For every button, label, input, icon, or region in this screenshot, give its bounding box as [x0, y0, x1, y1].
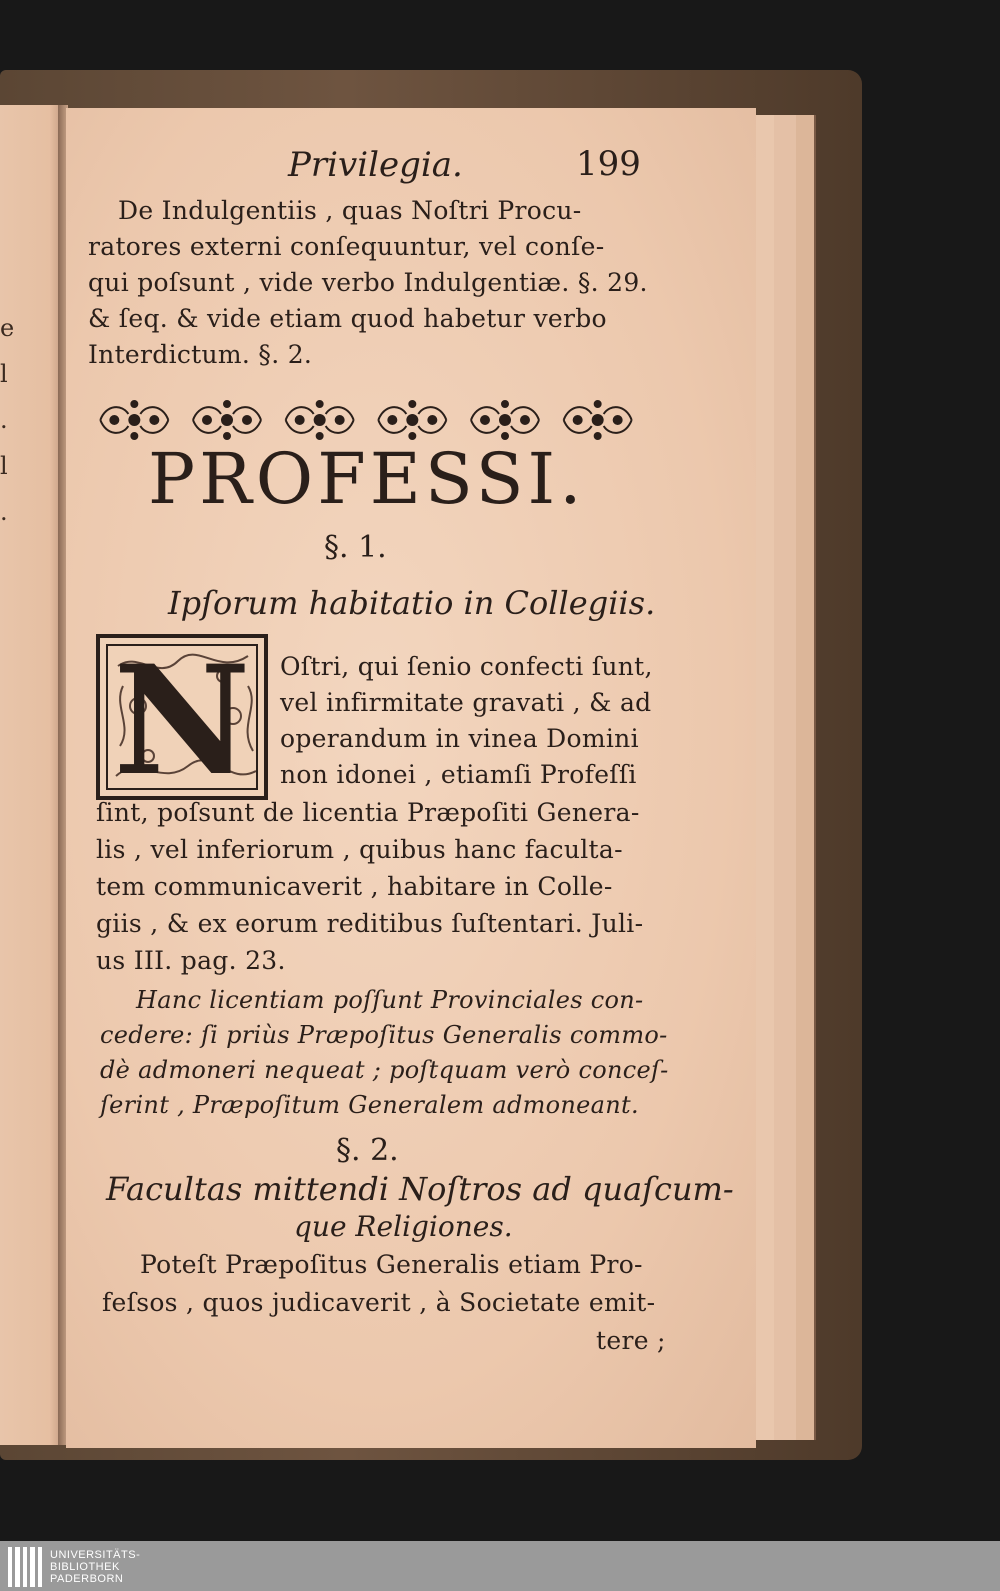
drop-cap-letter: N — [113, 644, 251, 790]
italic-note-line: dè admoneri nequeat ; poſtquam verò conceſ- — [100, 1056, 669, 1084]
page-edge — [796, 115, 816, 1440]
text-line: ſint, poſsunt de licentia Præpoſiti Genera- — [96, 798, 640, 827]
left-mark: l — [0, 452, 8, 480]
section-number: §. 1. — [324, 530, 387, 565]
ornament-piece — [471, 401, 539, 439]
text-line: non idonei , etiamſi Profeſſi — [280, 760, 637, 789]
logo-line: PADERBORN — [50, 1573, 124, 1585]
left-mark: l — [0, 360, 8, 388]
text-line: qui poſsunt , vide verbo Indulgentiæ. §. 29. — [88, 268, 648, 297]
logo-line: BIBLIOTHEK — [50, 1561, 120, 1573]
ornament-piece — [100, 401, 168, 439]
text-line: operandum in vinea Domini — [280, 724, 639, 753]
italic-note-line: cedere: ſi priùs Præpoſitus Generalis commo- — [100, 1021, 668, 1049]
section-heading: Ipſorum habitatio in Collegiis. — [168, 584, 656, 622]
page-number: 199 — [576, 144, 641, 184]
library-logo-text — [50, 1549, 140, 1585]
left-mark: . — [0, 498, 8, 526]
text-line: De Indulgentiis , quas Noſtri Procu- — [118, 196, 582, 225]
page-edge — [756, 115, 775, 1440]
section-heading: Facultas mittendi Noſtros ad quaſcum- — [106, 1170, 734, 1208]
running-header: Privilegia. — [288, 145, 463, 185]
ornament-piece — [193, 401, 261, 439]
ornament-piece — [378, 401, 446, 439]
printer-ornament-band — [88, 396, 644, 444]
text-line: Oſtri, qui ſenio confecti ſunt, — [280, 652, 653, 681]
text-line: Interdictum. §. 2. — [88, 340, 313, 369]
text-line: & ſeq. & vide etiam quod habetur verbo — [88, 304, 607, 333]
italic-note-line: ſerint , Præpoſitum Generalem admoneant. — [100, 1091, 639, 1119]
section-title: PROFESSI. — [148, 438, 586, 520]
section-number: §. 2. — [336, 1133, 399, 1168]
ornament-piece — [286, 401, 354, 439]
page-edge — [774, 115, 797, 1440]
logo-line: UNIVERSITÄTS- — [50, 1549, 141, 1561]
text-line: lis , vel inferiorum , quibus hanc faculta- — [96, 835, 623, 864]
catchword: tere ; — [596, 1326, 666, 1355]
left-mark: . — [0, 406, 8, 434]
left-page — [0, 105, 62, 1445]
text-line: Poteſt Præpoſitus Generalis etiam Pro- — [140, 1250, 643, 1279]
text-line: tem communicaverit , habitare in Colle- — [96, 872, 613, 901]
text-line: vel infirmitate gravati , & ad — [280, 688, 652, 717]
right-page — [66, 108, 756, 1448]
library-logo-icon — [8, 1547, 42, 1587]
footer-bar — [0, 1541, 1000, 1591]
left-mark: e — [0, 314, 15, 342]
decorated-initial — [96, 634, 268, 800]
text-line: feſsos , quos judicaverit , à Societate emit- — [102, 1288, 656, 1317]
text-line: ratores externi conſequuntur, vel conſe- — [88, 232, 605, 261]
section-heading-continued: que Religiones. — [294, 1210, 513, 1243]
italic-note-line: Hanc licentiam poſſunt Provinciales con- — [136, 986, 644, 1014]
ornament-piece — [564, 401, 632, 439]
decorated-initial-frame — [106, 644, 258, 790]
text-line: us III. pag. 23. — [96, 946, 286, 975]
left-page-marks — [0, 305, 14, 535]
text-line: giis , & ex eorum reditibus ſuſtentari. Juli- — [96, 909, 644, 938]
library-logo — [8, 1547, 140, 1587]
